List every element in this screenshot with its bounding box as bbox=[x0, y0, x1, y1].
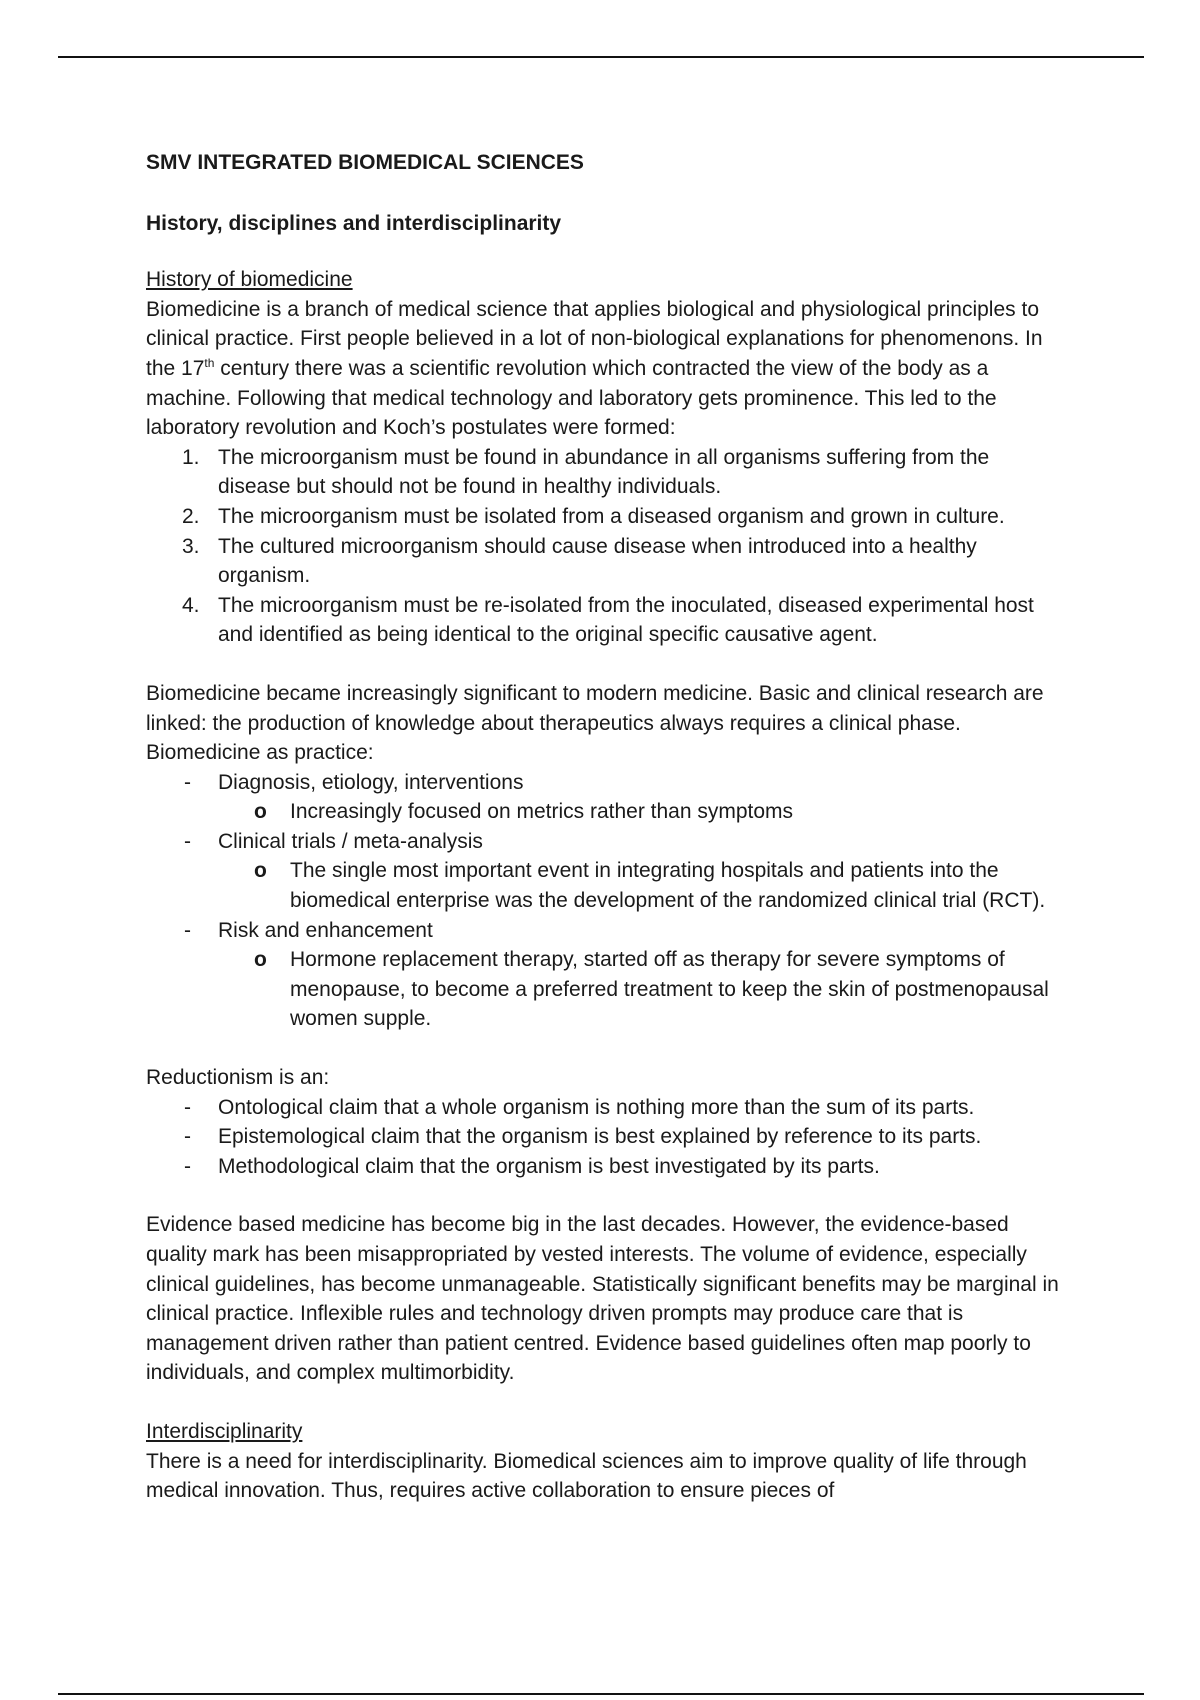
list-item bbox=[146, 827, 1066, 916]
history-intro-part-b: century there was a scientific revolution which contracted the view of the body as a machine. Following that medical technology and laboratory gets prominence. This led to the laboratory revolution and Koch’s postulates were formed: bbox=[146, 356, 997, 440]
sub-list-item bbox=[218, 856, 1066, 915]
list-item-text: Risk and enhancement bbox=[218, 918, 433, 942]
list-item bbox=[146, 502, 1066, 532]
sub-list-item bbox=[218, 797, 1066, 827]
sub-list-item bbox=[218, 945, 1066, 1034]
paragraph-gap bbox=[146, 1181, 1066, 1210]
paragraph-gap bbox=[146, 650, 1066, 679]
sub-list bbox=[218, 797, 1066, 827]
list-item bbox=[146, 591, 1066, 650]
document-page bbox=[146, 148, 1066, 1506]
sub-list-item-text: Hormone replacement therapy, started off as therapy for severe symptoms of menopause, to become a preferred treatment to keep the skin of postmenopausal women supple. bbox=[290, 948, 1049, 1031]
ordinal-superscript: th bbox=[204, 355, 215, 370]
sub-list-item-text: Increasingly focused on metrics rather than symptoms bbox=[290, 800, 794, 824]
header-rule bbox=[58, 56, 1144, 58]
reductionism-list bbox=[146, 1093, 1066, 1182]
paragraph-gap bbox=[146, 1388, 1066, 1417]
history-intro-paragraph bbox=[146, 295, 1066, 443]
interdisciplinarity-paragraph: There is a need for interdisciplinarity. Biomedical sciences aim to improve quality of life through medical innovation. Thus, requires active collaboration to ensure pieces of bbox=[146, 1449, 1027, 1503]
koch-postulates-list bbox=[146, 443, 1066, 650]
dash-bullet: - bbox=[184, 1125, 191, 1149]
history-heading: History of biomedicine bbox=[146, 268, 353, 292]
list-item bbox=[146, 443, 1066, 502]
list-number: 3. bbox=[182, 534, 200, 558]
list-item-text: The microorganism must be isolated from a diseased organism and grown in culture. bbox=[218, 504, 1005, 528]
list-number: 2. bbox=[182, 504, 200, 528]
paragraph-gap bbox=[146, 1034, 1066, 1063]
list-item bbox=[146, 916, 1066, 1034]
history-intro-part-a: Biomedicine is a branch of medical science that applies biological and physiological principles to clinical practice. First people believed in a lot of non-biological explanations for phenomenons. In the 17 bbox=[146, 297, 1043, 380]
list-item bbox=[146, 532, 1066, 591]
list-item-text: Epistemological claim that the organism is best explained by reference to its parts. bbox=[218, 1125, 982, 1149]
circle-bullet: o bbox=[254, 859, 267, 883]
practice-list bbox=[146, 768, 1066, 1034]
sub-list bbox=[218, 856, 1066, 915]
evidence-based-medicine-paragraph: Evidence based medicine has become big in the last decades. However, the evidence-based quality mark has been misappropriated by vested interests. The volume of evidence, especially clinical guidelines, has become unmanageable. Statistically significant benefits may be marginal in clinical practice. Inflexible rules and technology driven prompts may produce care that is management driven rather than patient centred. Evidence based guidelines often map poorly to individuals, and complex multimorbidity. bbox=[146, 1213, 1059, 1385]
list-item bbox=[146, 1122, 1066, 1152]
list-item-text: The microorganism must be found in abundance in all organisms suffering from the disease but should not be found in healthy individuals. bbox=[218, 445, 990, 499]
list-item-text: Methodological claim that the organism is best investigated by its parts. bbox=[218, 1154, 880, 1178]
sub-list-item-text: The single most important event in integrating hospitals and patients into the biomedical enterprise was the development of the randomized clinical trial (RCT). bbox=[290, 859, 1046, 913]
list-item-text: The cultured microorganism should cause disease when introduced into a healthy organism. bbox=[218, 534, 977, 588]
reductionism-label: Reductionism is an: bbox=[146, 1066, 330, 1090]
list-item bbox=[146, 1093, 1066, 1123]
list-item-text: Clinical trials / meta-analysis bbox=[218, 829, 483, 853]
list-number: 1. bbox=[182, 445, 200, 469]
significance-paragraph: Biomedicine became increasingly significant to modern medicine. Basic and clinical research are linked: the production of knowledge about therapeutics always requires a clinical phase. bbox=[146, 681, 1044, 735]
list-item-text: The microorganism must be re-isolated from the inoculated, diseased experimental host and identified as being identical to the original specific causative agent. bbox=[218, 593, 1034, 647]
list-item-text: Ontological claim that a whole organism is nothing more than the sum of its parts. bbox=[218, 1095, 975, 1119]
dash-bullet: - bbox=[184, 1095, 191, 1119]
dash-bullet: - bbox=[184, 829, 191, 853]
list-item-text: Diagnosis, etiology, interventions bbox=[218, 770, 524, 794]
interdisciplinarity-heading: Interdisciplinarity bbox=[146, 1419, 303, 1443]
document-title: SMV INTEGRATED BIOMEDICAL SCIENCES bbox=[146, 151, 584, 174]
circle-bullet: o bbox=[254, 800, 267, 824]
circle-bullet: o bbox=[254, 948, 267, 972]
section-title: History, disciplines and interdisciplinarity bbox=[146, 211, 562, 235]
list-item bbox=[146, 1152, 1066, 1182]
dash-bullet: - bbox=[184, 1154, 191, 1178]
dash-bullet: - bbox=[184, 770, 191, 794]
footer-rule bbox=[58, 1693, 1144, 1695]
practice-label: Biomedicine as practice: bbox=[146, 741, 374, 765]
list-item bbox=[146, 768, 1066, 827]
sub-list bbox=[218, 945, 1066, 1034]
dash-bullet: - bbox=[184, 918, 191, 942]
list-number: 4. bbox=[182, 593, 200, 617]
